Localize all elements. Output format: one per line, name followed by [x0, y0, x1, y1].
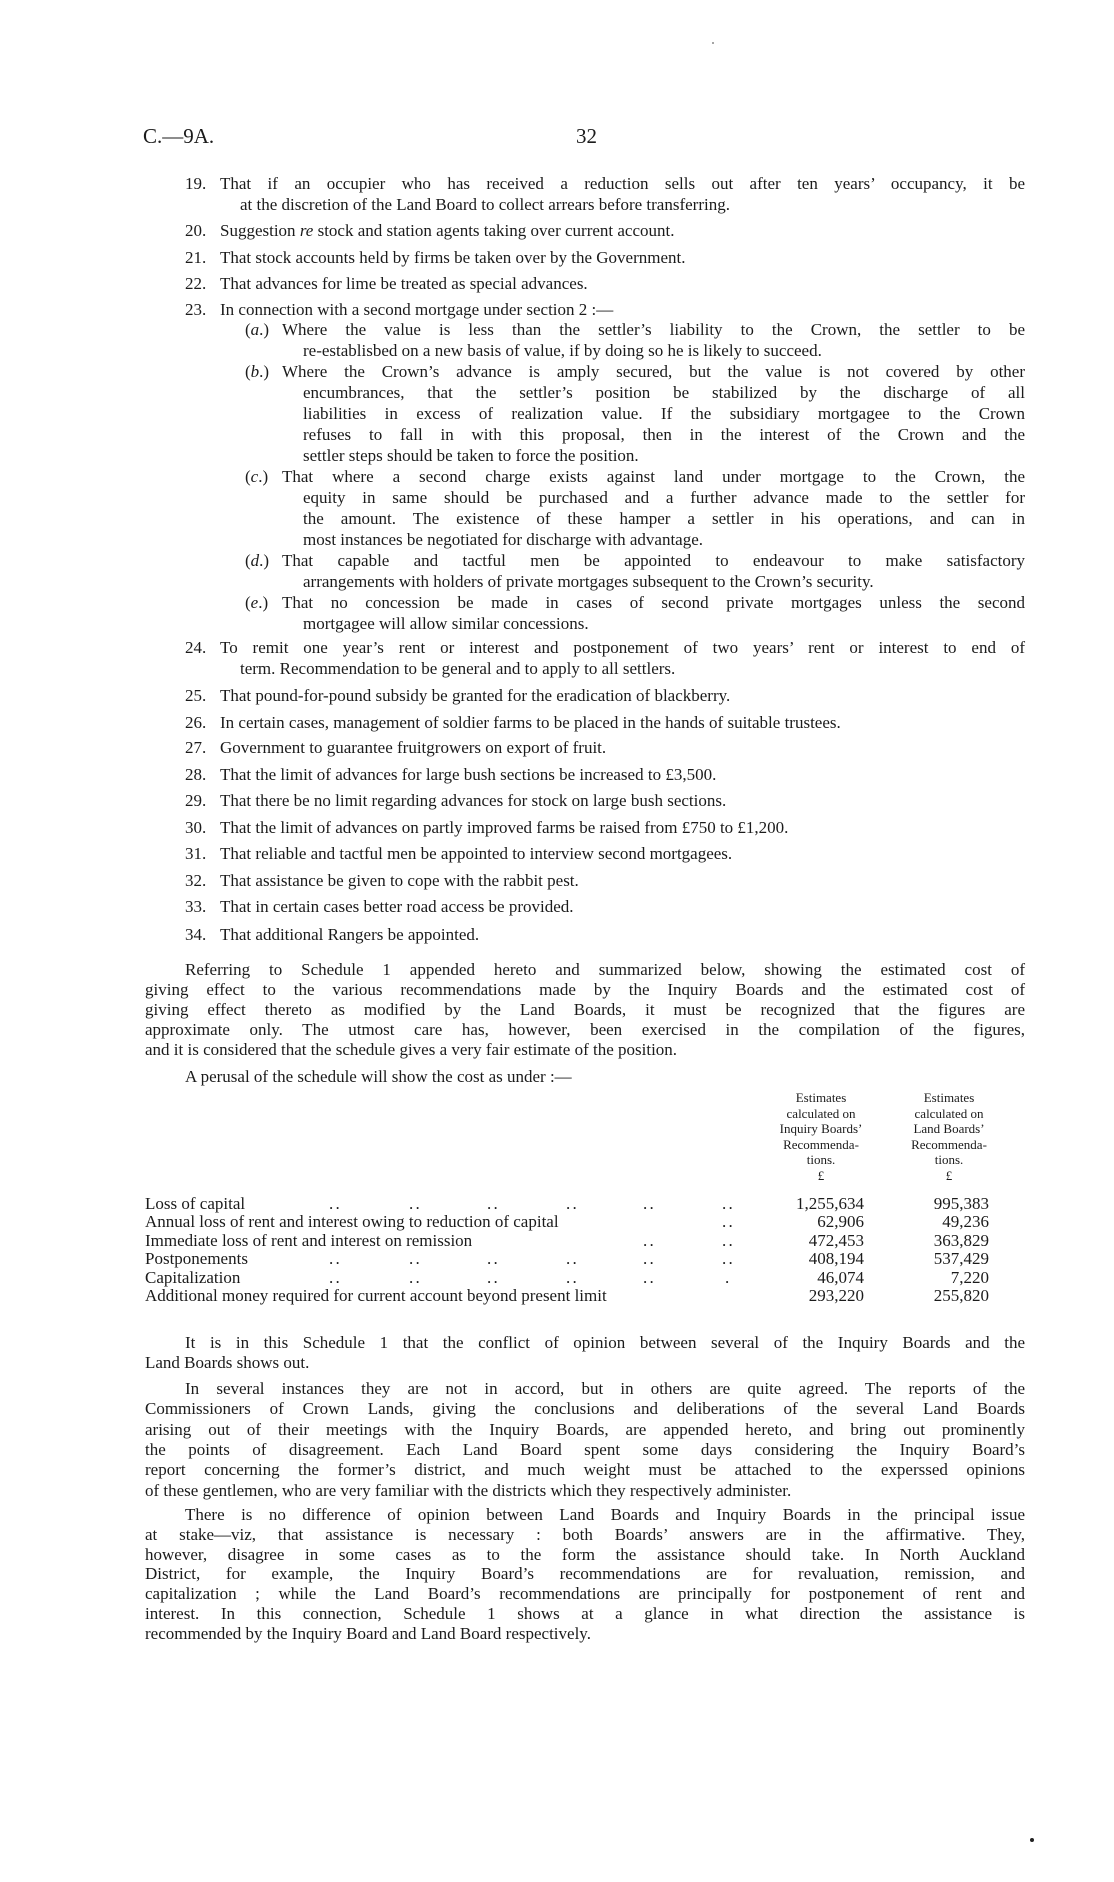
list-item-line: To remit one year’s rent or interest and postponement of two years’ rent or interest to end of [220, 638, 1025, 657]
column-header-line: Estimates [795, 1090, 847, 1105]
list-item-number: 24. [185, 638, 207, 657]
paragraph-line-perusal: A perusal of the schedule will show the cost as under :— [185, 1067, 572, 1086]
list-item-line: at the discretion of the Land Board to collect arrears before transferring. [240, 195, 730, 214]
table-cell-land-boards: 537,429 [933, 1249, 989, 1269]
dot-leader: . . [409, 1249, 419, 1269]
table-row-label: Postponements [145, 1249, 248, 1269]
paragraph-line-accord: In several instances they are not in accord, but in others are quite agreed. The reports of the [185, 1379, 1025, 1398]
sub-item-line: most instances be negotiated for discharge with advantage. [303, 530, 704, 549]
column-header-line: Recommenda- [911, 1136, 987, 1152]
list-item-line: That stock accounts held by firms be taken over by the Government. [220, 248, 686, 267]
list-item-number: 25. [185, 686, 207, 705]
dot-leader: . . [643, 1230, 653, 1250]
paragraph-line-conflict: It is in this Schedule 1 that the conflict of opinion between several of the Inquiry Boards and the [185, 1333, 1025, 1352]
paragraph-line-accord: report concerning the former’s district, and much weight must be attached to the experssed opinions [145, 1460, 1025, 1480]
dot-leader: . . [487, 1249, 497, 1269]
list-item-line: That the limit of advances on partly improved farms be raised from £750 to £1,200. [220, 818, 789, 837]
list-item-line: Government to guarantee fruitgrowers on export of fruit. [220, 738, 607, 757]
paragraph-line-difference: District, for example, the Inquiry Board’s recommendations are for revaluation, remission, and [145, 1564, 1025, 1584]
list-item-line: That additional Rangers be appointed. [220, 925, 480, 944]
list-item-line: That advances for lime be treated as special advances. [220, 274, 588, 293]
list-item-line [220, 221, 1025, 241]
paragraph-line-accord: of these gentlemen, who are very familiar with the districts which they respectively administer. [145, 1480, 792, 1500]
table-row-label: Additional money required for current account beyond present limit [145, 1286, 607, 1305]
list-item-number: 23. [185, 300, 207, 319]
column-header-line: £ [945, 1168, 953, 1183]
document-code: C.—9A. [143, 124, 215, 148]
list-item-line: That in certain cases better road access be provided. [220, 897, 574, 916]
list-item-line: That reliable and tactful men be appointed to interview second mortgagees. [220, 844, 733, 863]
table-cell-land-boards: 49,236 [942, 1212, 989, 1232]
paragraph-line-referring: giving effect thereto as modified by the Land Boards, it must be recognized that the figures are [145, 999, 1025, 1019]
dot-leader: . . [487, 1267, 497, 1287]
list-item-line: term. Recommendation to be general and to apply to all settlers. [240, 659, 676, 678]
list-item-line: That pound-for-pound subsidy be granted for the eradication of blackberry. [220, 686, 731, 705]
paragraph-line-accord: arising out of their meetings with the Inquiry Boards, are appended hereto, and bring out prominently [145, 1419, 1025, 1439]
list-item-line: In connection with a second mortgage under section 2 :— [220, 300, 614, 319]
dot-leader: . . [329, 1194, 339, 1213]
list-item-number: 31. [185, 844, 207, 863]
sub-item-label: (d.) [245, 551, 270, 570]
dot-leader: . . [722, 1194, 732, 1213]
list-item-number: 33. [185, 897, 207, 916]
table-cell-land-boards: 363,829 [933, 1230, 989, 1250]
table-cell-inquiry-boards: 293,220 [808, 1286, 864, 1305]
list-item-number: 22. [185, 274, 207, 293]
sub-item-line: encumbrances, that the settler’s position be stabilized by the discharge of all [303, 383, 1025, 402]
sub-item-line: refuses to fall in with this proposal, then in the interest of the Crown and the [303, 425, 1025, 444]
page-number: 32 [576, 124, 597, 148]
table-cell-land-boards: 995,383 [933, 1194, 989, 1213]
paragraph-line-referring: and it is considered that the schedule gives a very fair estimate of the position. [145, 1039, 678, 1059]
list-item-line: In certain cases, management of soldier farms to be placed in the hands of suitable trustees. [220, 713, 841, 732]
sub-item-letter: c [250, 467, 259, 486]
table-cell-land-boards: 7,220 [950, 1267, 989, 1287]
list-item-number: 28. [185, 765, 207, 784]
column-header-line: calculated on [914, 1105, 984, 1121]
column-header-line: tions. [806, 1152, 836, 1168]
table-cell-inquiry-boards: 472,453 [808, 1230, 864, 1250]
dot-leader: . . [566, 1249, 576, 1269]
sub-item-line: the amount. The existence of these hamper a settler in his operations, and can in [303, 509, 1025, 528]
paragraph-line-accord: Commissioners of Crown Lands, giving the conclusions and deliberations of the several Land Boards [145, 1399, 1025, 1419]
paragraph-line-accord: the points of disagreement. Each Land Board spent some days considering the Inquiry Board’s [145, 1439, 1025, 1459]
dot-leader: . [725, 1267, 730, 1287]
column-header-line: calculated on [786, 1105, 856, 1121]
dot-leader: . . [409, 1194, 419, 1213]
table-row-label: Capitalization [145, 1267, 241, 1287]
dot-leader: . . [409, 1267, 419, 1287]
dot-leader: . . [722, 1212, 732, 1232]
list-item-line: That if an occupier who has received a reduction sells out after ten years’ occupancy, it be [220, 174, 1025, 193]
paragraph-line-referring: giving effect to the various recommendations made by the Inquiry Boards and the estimated cost of [145, 979, 1025, 999]
column-header-line: Land Boards’ [913, 1121, 985, 1137]
sub-item-label: (c.) [245, 467, 269, 486]
paragraph-line-difference: interest. In this connection, Schedule 1 shows at a glance in what direction the assistance is [145, 1604, 1025, 1623]
list-item-line: That the limit of advances for large bush sections be increased to £3,500. [220, 765, 717, 784]
column-header-line: £ [817, 1168, 825, 1183]
sub-item-line: That no concession be made in cases of second private mortgages unless the second [282, 593, 1025, 612]
italic-term: re [299, 221, 314, 240]
dot-leader: . . [566, 1267, 576, 1287]
list-item-number: 27. [185, 738, 207, 757]
paragraph-line-difference: capitalization ; while the Land Board’s recommendations are principally for postponement of rent and [145, 1584, 1025, 1604]
list-item-number: 30. [185, 818, 207, 837]
scan-speck [712, 42, 714, 44]
paragraph-line-difference: recommended by the Inquiry Board and Land Board respectively. [145, 1623, 591, 1643]
list-item-number: 29. [185, 791, 207, 810]
sub-item-letter: b [250, 362, 260, 381]
sub-item-line: liabilities in excess of realization value. If the subsidiary mortgagee to the Crown [303, 404, 1025, 423]
dot-leader: . . [329, 1249, 339, 1269]
paragraph-line-referring: Referring to Schedule 1 appended hereto and summarized below, showing the estimated cost of [185, 960, 1025, 979]
sub-item-line: re-establisbed on a new basis of value, if by doing so he is likely to succeed. [303, 341, 822, 360]
table-cell-inquiry-boards: 62,906 [817, 1212, 864, 1232]
dot-leader: . . [566, 1194, 576, 1213]
list-item-number: 26. [185, 713, 207, 732]
table-cell-inquiry-boards: 408,194 [808, 1249, 864, 1269]
sub-item-letter: d [250, 551, 260, 570]
dot-leader: . . [643, 1194, 653, 1213]
table-row-label: Loss of capital [145, 1194, 246, 1213]
sub-item-letter: e [250, 593, 259, 612]
paragraph-line-referring: approximate only. The utmost care has, however, been exercised in the compilation of the figures, [145, 1019, 1025, 1039]
sub-item-line: That where a second charge exists against land under mortgage to the Crown, the [282, 467, 1025, 486]
sub-item-line: That capable and tactful men be appointed to endeavour to make satisfactory [282, 551, 1025, 570]
column-header-line: Recommenda- [783, 1136, 859, 1152]
column-header-line: tions. [934, 1152, 964, 1168]
text-segment: stock and station agents taking over current account. [313, 221, 675, 240]
list-item-number: 20. [185, 221, 207, 240]
list-item-line: That there be no limit regarding advances for stock on large bush sections. [220, 791, 727, 810]
dot-leader: . . [643, 1249, 653, 1269]
dot-leader: . . [487, 1194, 497, 1213]
list-item-number: 32. [185, 871, 207, 890]
sub-item-line: mortgagee will allow similar concessions. [303, 614, 589, 633]
dot-leader: . . [329, 1267, 339, 1287]
table-row-label: Annual loss of rent and interest owing to reduction of capital [145, 1212, 559, 1232]
dot-leader: . . [722, 1249, 732, 1269]
paragraph-line-difference: at stake—viz, that assistance is necessary : both Boards’ answers are in the affirmative. They, [145, 1524, 1025, 1544]
table-cell-land-boards: 255,820 [933, 1286, 989, 1305]
column-header-line: Inquiry Boards’ [779, 1121, 863, 1137]
list-item-line: That assistance be given to cope with the rabbit pest. [220, 871, 579, 890]
sub-item-letter: a [250, 320, 260, 339]
scan-speck [1030, 1838, 1034, 1842]
paragraph-line-difference: There is no difference of opinion between Land Boards and Inquiry Boards in the principal issue [185, 1505, 1025, 1524]
text-segment: Suggestion [220, 221, 300, 240]
list-item-number: 34. [185, 925, 207, 944]
table-cell-inquiry-boards: 1,255,634 [796, 1194, 864, 1213]
table-row-label: Immediate loss of rent and interest on remission [145, 1230, 473, 1250]
sub-item-label: (b.) [245, 362, 270, 381]
dot-leader: . . [722, 1230, 732, 1250]
sub-item-label: (a.) [245, 320, 270, 339]
paragraph-line-difference: however, disagree in some cases as to the form the assistance should take. In North Auckland [145, 1544, 1025, 1564]
table-cell-inquiry-boards: 46,074 [817, 1267, 864, 1287]
sub-item-line: settler steps should be taken to force the position. [303, 446, 639, 465]
column-header-line: Estimates [923, 1090, 975, 1105]
sub-item-line: equity in same should be purchased and a further advance made to the settler for [303, 488, 1025, 507]
sub-item-label: (e.) [245, 593, 269, 612]
sub-item-line: Where the Crown’s advance is amply secured, but the value is not covered by other [282, 362, 1025, 381]
paragraph-line-conflict: Land Boards shows out. [145, 1353, 310, 1372]
list-item-number: 21. [185, 248, 207, 267]
sub-item-line: Where the value is less than the settler’s liability to the Crown, the settler to be [282, 320, 1025, 339]
sub-item-line: arrangements with holders of private mortgages subsequent to the Crown’s security. [303, 572, 874, 591]
list-item-number: 19. [185, 174, 207, 193]
dot-leader: . . [643, 1267, 653, 1287]
